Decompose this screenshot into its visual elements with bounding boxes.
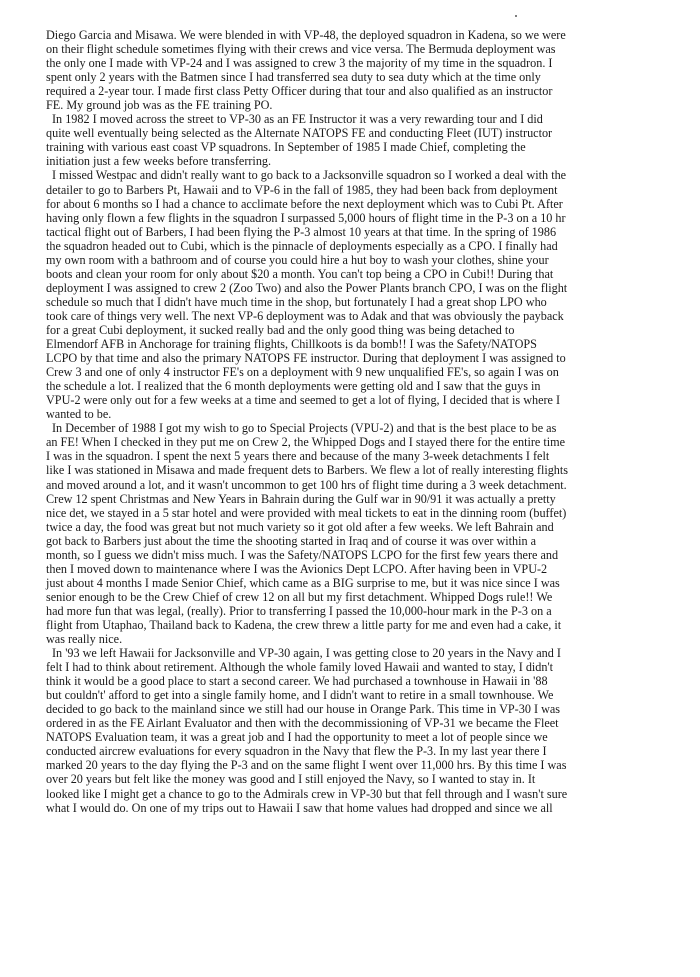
text-line: tactical flight out of Barbers, I had been flying the P-3 almost 10 years at that time. In the spring of 1986	[46, 224, 557, 239]
paragraph-first-line: I missed Westpac and didn't really want to go back to a Jacksonville squadron so I worked a deal with the	[52, 168, 567, 183]
text-line: FE. My ground job was as the FE training PO.	[46, 98, 273, 113]
text-line: senior enough to be the Crew Chief of crew 12 on all but my first detachment. Whipped Dogs rule!! We	[46, 589, 553, 604]
text-line: Elmendorf AFB in Anchorage for training flights, Chillkoots is da bomb!! I was the Safety/NATOPS	[46, 337, 537, 352]
text-line: an FE! When I checked in they put me on Crew 2, the Whipped Dogs and I stayed there for the entire time	[46, 435, 566, 450]
text-line: the only one I made with VP-24 and I was assigned to crew 3 the majority of my time in the squadron. I	[46, 56, 553, 71]
text-line: what I would do. On one of my trips out to Hawaii I saw that home values had dropped and since we all	[46, 800, 553, 815]
text-line: flight from Utaphao, Thailand back to Kadena, the crew threw a little party for me and even had a cake, it	[46, 617, 562, 632]
text-line: for a great Cubi deployment, it sucked really bad and the only good thing was being detached to	[46, 322, 515, 337]
text-line: detailer to go to Barbers Pt, Hawaii and to VP-6 in the fall of 1985, they had been back from deployment	[46, 182, 558, 197]
text-line: NATOPS Evaluation team, it was a great job and I had the opportunity to meet a lot of people since we	[46, 730, 548, 745]
text-line: the squadron headed out to Cubi, which is the pinnacle of deployments especially as a CPO. I finally had	[46, 238, 558, 253]
text-line: twice a day, the food was great but not much variety so it got old after a few weeks. We left Bahrain and	[46, 519, 554, 534]
scan-speck	[515, 15, 517, 17]
paragraph-first-line: In 1982 I moved across the street to VP-30 as an FE Instructor it was a very rewarding tour and I did	[52, 112, 543, 127]
text-line: over 20 years but felt like the money was good and I still enjoyed the Navy, so I wanted to stay in. It	[46, 772, 536, 787]
text-line: just about 4 months I made Senior Chief, which came as a BIG surprise to me, but it was nice since I was	[46, 575, 560, 590]
text-line: Crew 12 spent Christmas and New Years in Bahrain during the Gulf war in 90/91 it was actually a pretty	[46, 491, 556, 506]
text-line: decided to go back to the mainland since we still had our house in Orange Park. This time in VP-30 I was	[46, 702, 561, 717]
text-line: nice det, we stayed in a 5 star hotel and were provided with meal tickets to eat in the dinning room (buffet)	[46, 505, 567, 520]
text-line: marked 20 years to the day flying the P-3 and on the same flight I went over 11,000 hrs. By this time I was	[46, 758, 567, 773]
text-line: deployment I was assigned to crew 2 (Zoo Two) and also the Power Plants branch CPO, I was on the flight	[46, 280, 568, 295]
text-line: had more fun that was legal, (really). Prior to transferring I passed the 10,000-hour mark in the P-3 on a	[46, 603, 552, 618]
text-line: quite well eventually being selected as the Alternate NATOPS FE and conducting Fleet (IUT) instructor	[46, 126, 553, 141]
text-line: like I was stationed in Misawa and made frequent dets to Barbers. We flew a lot of really interesting flights	[46, 463, 569, 478]
text-line: required a 2-year tour. I made first class Petty Officer during that tour and also qualified as an instructor	[46, 84, 553, 99]
text-line: took care of things very well. The next VP-6 deployment was to Adak and that was obviously the payback	[46, 308, 564, 323]
text-line: was really nice.	[46, 632, 123, 647]
text-line: spent only 2 years with the Batmen since I had transferred sea duty to sea duty which at the time only	[46, 70, 541, 85]
text-line: felt I had to think about retirement. Although the whole family loved Hawaii and wanted to stay, I didn't	[46, 660, 554, 675]
text-line: on their flight schedule sometimes flying with their crews and vice versa. The Bermuda deployment was	[46, 42, 556, 57]
text-line: VPU-2 were only out for a few weeks at a time and seemed to get a lot of flying, I decided that is where I	[46, 393, 561, 408]
text-line: training with various east coast VP squadrons. In September of 1985 I made Chief, completing the	[46, 140, 526, 155]
text-line: month, so I guess we didn't miss much. I was the Safety/NATOPS LCPO for the first few years there and	[46, 547, 559, 562]
paragraph-first-line: In '93 we left Hawaii for Jacksonville and VP-30 again, I was getting close to 20 years in the Navy and I	[52, 646, 561, 661]
text-line: and moved around a lot, and it wasn't uncommon to get 100 hrs of flight time during a 3 week detachment.	[46, 477, 567, 492]
text-line: schedule so much that I didn't have much time in the shop, but fortunately I had a great shop LPO who	[46, 294, 547, 309]
text-line: boots and clean your room for only about $20 a month. You can't top being a CPO in Cubi!! During that	[46, 266, 554, 281]
text-line: initiation just a few weeks before transferring.	[46, 154, 272, 169]
text-line: ordered in as the FE Airlant Evaluator and then with the decommissioning of VP-31 we became the Fleet	[46, 716, 559, 731]
text-line: for about 6 months so I had a chance to acclimate before the next deployment which was to Cubi Pt. After	[46, 196, 563, 211]
text-line: wanted to be.	[46, 407, 112, 422]
text-line: my own room with a bathroom and of course you could hire a hut boy to wash your clothes, shine your	[46, 252, 549, 267]
text-line: LCPO by that time and also the primary NATOPS FE instructor. During that deployment I was assigned to	[46, 351, 566, 366]
paragraph-first-line: In December of 1988 I got my wish to go to Special Projects (VPU-2) and that is the best place to be as	[52, 421, 557, 436]
text-line: but couldn't' afford to get into a single family home, and I didn't want to retire in a small townhouse. We	[46, 688, 554, 703]
document-body	[46, 28, 686, 815]
text-line: I was in the squadron. I spent the next 5 years there and because of the many 3-week detachments I felt	[46, 449, 550, 464]
text-line: got back to Barbers just about the time the shooting started in Iraq and of course it was over within a	[46, 533, 537, 548]
text-line: think it would be a good place to start a second career. We had purchased a townhouse in Hawaii in '88	[46, 674, 548, 689]
text-line: the schedule a lot. I realized that the 6 month deployments were getting old and I saw that the guys in	[46, 379, 541, 394]
text-line: looked like I might get a chance to go to the Admirals crew in VP-30 but that fell through and I wasn't sure	[46, 786, 568, 801]
text-line: Crew 3 and one of only 4 instructor FE's on a deployment with 9 new unqualified FE's, so again I was on	[46, 365, 559, 380]
text-line: conducted aircrew evaluations for every squadron in the Navy that flew the P-3. In my last year there I	[46, 744, 547, 759]
text-line: then I moved down to maintenance where I was the Avionics Dept LCPO. After having been in VPU-2	[46, 561, 548, 576]
text-line: Diego Garcia and Misawa. We were blended in with VP-48, the deployed squadron in Kadena, so we were	[46, 28, 566, 42]
text-line: having only flown a few flights in the squadron I surpassed 5,000 hours of flight time in the P-3 on a 10 hr	[46, 210, 566, 225]
